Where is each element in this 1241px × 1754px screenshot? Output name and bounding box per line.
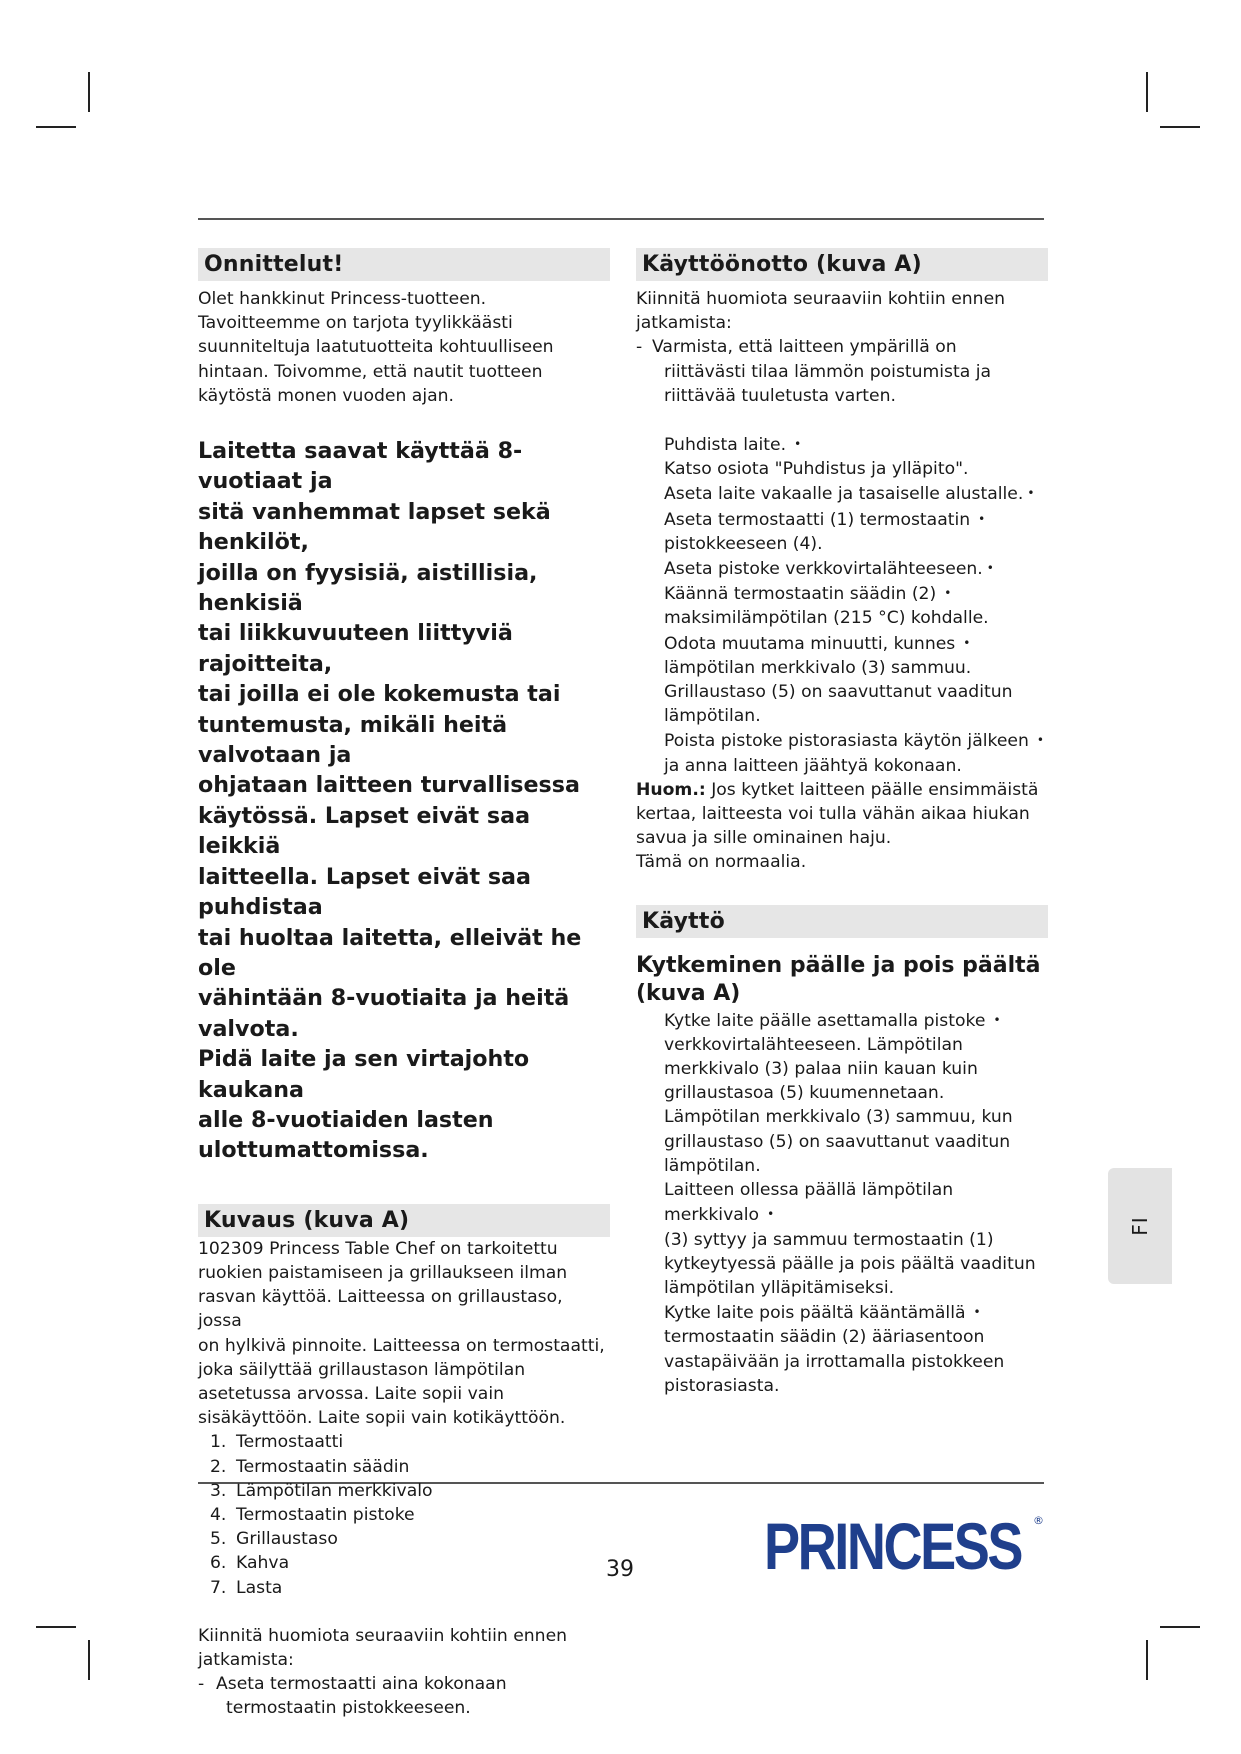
list-item: Aseta termostaatti (1) termostaatin • [664, 509, 986, 530]
warning-line: sitä vanhemmat lapset sekä henkilöt, [198, 498, 551, 556]
list-item: 1. Termostaatti [210, 1432, 344, 1453]
right-column [636, 248, 1048, 1398]
section-title-usage: Käyttö [636, 905, 1048, 938]
crop-mark [88, 1640, 90, 1680]
warning-line: Pidä laite ja sen virtajohto kaukana [198, 1046, 530, 1103]
warning-line: tai joilla ei ole kokemusta tai [198, 681, 561, 708]
list-item-cont: verkkovirtalähteeseen. Lämpötilan [664, 1034, 963, 1055]
language-code: FI [1128, 1216, 1152, 1236]
list-item-cont: kytkeytyessä päälle ja pois päältä vaaditun [664, 1253, 1036, 1274]
list-item: Kytke laite pois päältä kääntämällä • [664, 1303, 981, 1324]
congrats-line: Olet hankkinut Princess-tuotteen. [198, 289, 487, 309]
crop-mark [36, 1626, 76, 1628]
description-line: asetetussa arvossa. Laite sopii vain [198, 1383, 504, 1404]
list-item: Odota muutama minuutti, kunnes • [664, 633, 971, 654]
crop-mark [1146, 1640, 1148, 1680]
note-line: Tämä on normaalia. [636, 852, 807, 873]
congrats-line: hintaan. Toivomme, että nautit tuotteen [198, 361, 543, 382]
description-line: joka säilyttää grillaustason lämpötilan [198, 1359, 526, 1380]
list-item: 2. Termostaatin säädin [210, 1456, 410, 1477]
list-item-cont: maksimilämpötilan (215 °C) kohdalle. [664, 608, 989, 629]
crop-mark [1160, 126, 1200, 128]
top-rule [198, 218, 1044, 220]
list-item-cont: pistorasiasta. [664, 1375, 780, 1396]
list-item-cont: lämpötilan. [664, 706, 761, 727]
section-title-setup: Käyttöönotto (kuva A) [636, 248, 1048, 281]
note-line: kertaa, laitteesta voi tulla vähän aikaa hiukan [636, 804, 1030, 825]
warning-line: alle 8-vuotiaiden lasten [198, 1106, 494, 1133]
list-item: Aseta laite vakaalle ja tasaiselle alustalle. • [664, 484, 1035, 505]
note-label: Huom.: [636, 779, 706, 800]
description-line: ruokien paistamiseen ja grillaukseen ilman [198, 1262, 568, 1283]
crop-mark [88, 72, 90, 112]
list-item: Laitteen ollessa päällä lämpötilan merkkivalo • [664, 1180, 954, 1226]
crop-mark [36, 126, 76, 128]
subsection-title: Kytkeminen päälle ja pois päältä [636, 952, 1041, 978]
note-line: jatkamista: [198, 1650, 294, 1671]
note-line: Kiinnitä huomiota seuraaviin kohtiin ennen [198, 1625, 568, 1646]
dash-item: - Aseta termostaatti aina kokonaan [198, 1674, 507, 1695]
parts-list [198, 1430, 610, 1599]
list-item-cont: grillaustaso (5) on saavuttanut vaaditun [664, 1131, 1011, 1152]
list-item: 5. Grillaustaso [210, 1529, 338, 1550]
warning-line: ohjataan laitteen turvallisessa [198, 772, 580, 799]
list-item: Käännä termostaatin säädin (2) • [664, 584, 952, 605]
setup-intro-line: jatkamista: [636, 313, 732, 334]
section-title-description: Kuvaus (kuva A) [198, 1204, 610, 1237]
list-item-cont: pistokkeeseen (4). [664, 533, 823, 554]
dash-item-cont: riittävää tuuletusta varten. [664, 385, 896, 406]
list-item: 6. Kahva [210, 1553, 290, 1574]
warning-line: tai huoltaa laitetta, elleivät he ole [198, 924, 582, 981]
left-column [198, 248, 610, 1721]
list-item: Katso osiota "Puhdistus ja ylläpito". [664, 459, 969, 480]
warning-line: laitteella. Lapset eivät saa puhdistaa [198, 863, 531, 921]
list-item-cont: lämpötilan merkkivalo (3) sammuu. [664, 657, 972, 678]
note: Huom.: Jos kytket laitteen päälle ensimmäistä [636, 779, 1039, 800]
list-item-cont: merkkivalo (3) palaa niin kauan kuin [664, 1059, 978, 1080]
list-item-cont: ja anna laitteen jäähtyä kokonaan. [664, 755, 962, 776]
list-item: 4. Termostaatin pistoke [210, 1505, 415, 1525]
list-item-cont: lämpötilan ylläpitämiseksi. [664, 1277, 895, 1298]
usage-steps [636, 1008, 1048, 1398]
warning-line: ulottumattomissa. [198, 1137, 429, 1164]
dash-item: - Varmista, että laitteen ympärillä on [636, 337, 957, 358]
description-line: on hylkivä pinnoite. Laitteessa on termostaatti, [198, 1335, 605, 1356]
logo-text: PRINCESS [764, 1509, 1022, 1583]
warning-line: joilla on fyysisiä, aistillisia, henkisiä [198, 559, 538, 617]
princess-logo [764, 1508, 1046, 1584]
warning-line: tuntemusta, mikäli heitä valvotaan ja [198, 711, 508, 769]
registered-mark: ® [1033, 1514, 1044, 1527]
list-item-cont: Grillaustaso (5) on saavuttanut vaaditun [664, 682, 1013, 703]
list-item: Poista pistoke pistorasiasta käytön jälkeen • [664, 731, 1044, 752]
setup-intro-line: Kiinnitä huomiota seuraaviin kohtiin ennen [636, 289, 1006, 309]
note-line: savua ja sille ominainen haju. [636, 828, 892, 849]
list-item-cont: vastapäivään ja irrottamalla pistokkeen [664, 1351, 1005, 1372]
list-item: 7. Lasta [210, 1577, 283, 1598]
warning-line: tai liikkuvuuteen liittyviä rajoitteita, [198, 620, 513, 677]
page-number: 39 [606, 1557, 634, 1582]
list-item-cont: (3) syttyy ja sammuu termostaatin (1) [664, 1229, 994, 1250]
dash-item-cont: termostaatin pistokkeeseen. [226, 1698, 471, 1719]
list-item-cont: Lämpötilan merkkivalo (3) sammuu, kun [664, 1107, 1013, 1128]
congrats-line: suunniteltuja laatutuotteita kohtuulliseen [198, 337, 554, 358]
list-item: Kytke laite päälle asettamalla pistoke • [664, 1010, 1001, 1031]
description-line: 102309 Princess Table Chef on tarkoitettu [198, 1238, 558, 1259]
list-item: 3. Lämpötilan merkkivalo [210, 1480, 433, 1501]
crop-mark [1146, 72, 1148, 112]
list-item-cont: grillaustasoa (5) kuumennetaan. [664, 1083, 945, 1104]
section-title-congrats: Onnittelut! [198, 248, 610, 281]
list-item: Aseta pistoke verkkovirtalähteeseen. • [664, 559, 994, 580]
dash-item-cont: riittävästi tilaa lämmön poistumista ja [664, 361, 992, 382]
warning-line: käytössä. Lapset eivät saa leikkiä [198, 802, 531, 860]
setup-steps [636, 432, 1048, 778]
safety-warning [198, 436, 610, 1166]
warning-line: vähintään 8-vuotiaita ja heitä valvota. [198, 985, 570, 1042]
list-item-cont: lämpötilan. [664, 1155, 761, 1176]
list-item: Puhdista laite. • [664, 435, 802, 456]
congrats-line: Tavoitteemme on tarjota tyylikkäästi [198, 313, 513, 334]
subsection-title: (kuva A) [636, 980, 741, 1006]
warning-line: Laitetta saavat käyttää 8-vuotiaat ja [198, 438, 523, 495]
language-tab [1108, 1168, 1172, 1284]
description-line: rasvan käyttöä. Laitteessa on grillaustaso, jossa [198, 1287, 563, 1332]
list-item-cont: termostaatin säädin (2) ääriasentoon [664, 1327, 985, 1348]
congrats-line: käytöstä monen vuoden ajan. [198, 385, 454, 406]
crop-mark [1160, 1626, 1200, 1628]
description-line: sisäkäyttöön. Laite sopii vain kotikäyttöön. [198, 1408, 566, 1429]
